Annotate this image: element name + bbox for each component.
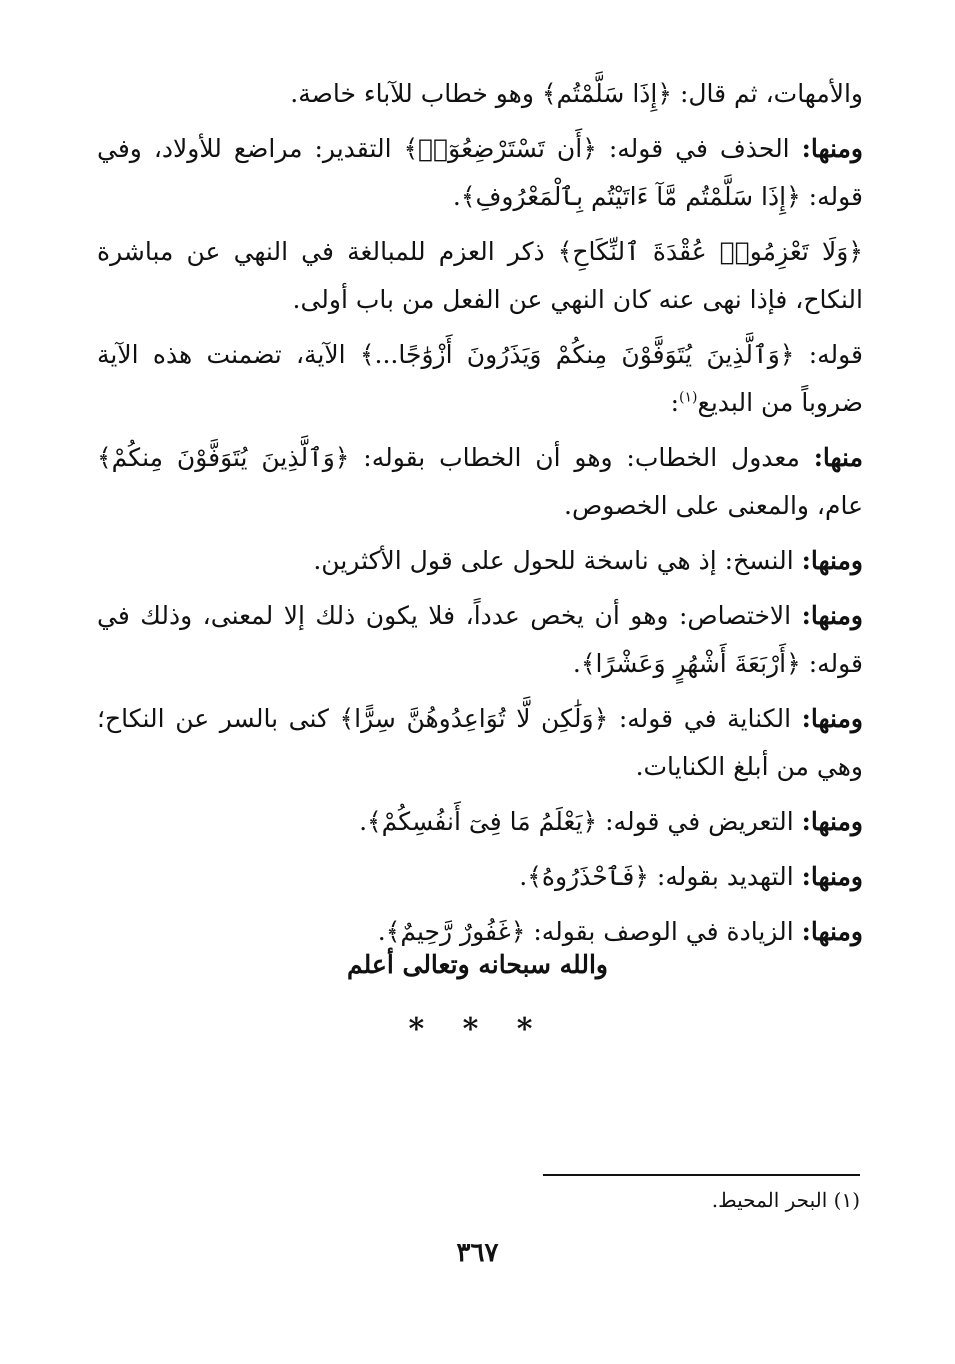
paragraph: ومنها: التهديد بقوله: ﴿فَٱحْذَرُوهُ﴾. <box>519 862 863 891</box>
paragraph: قوله: ﴿وَٱلَّذِينَ يُتَوَفَّوْنَ مِنكُمْ وَيَذَرُونَ أَزْوَٰجًا...﴾ الآية، تضمنت هذه الآية ضروباً من البديع$^{(١)}$: <box>97 340 863 417</box>
paragraph: ومنها: الحذف في قوله: ﴿أَن تَسْتَرْضِعُوٓا۟﴾ التقدير: مراضع للأولاد، وفي قوله: ﴿إِذَا سَلَّمْتُم مَّآ ءَاتَيْتُم بِٱلْمَعْرُوفِ﴾. <box>97 134 863 211</box>
paragraph-label: ومنها: <box>801 134 863 163</box>
paragraph-label: ومنها: <box>801 601 863 630</box>
paragraph: ومنها: الاختصاص: وهو أن يخص عدداً، فلا يكون ذلك إلا لمعنى، وذلك في قوله: ﴿أَرْبَعَةَ أَشْهُرٍ وَعَشْرًا﴾. <box>97 601 863 678</box>
footnote-marker[interactable]: (١) <box>679 389 698 406</box>
closing-line: والله سبحانه وتعالى أعلم <box>347 950 608 979</box>
footnote-divider <box>543 1174 860 1176</box>
paragraph-label: ومنها: <box>801 807 863 836</box>
page-number: ٣٦٧ <box>456 1238 499 1268</box>
paragraph: ومنها: التعريض في قوله: ﴿يَعْلَمُ مَا فِىٓ أَنفُسِكُمْ﴾. <box>359 807 863 836</box>
paragraph-label: منها: <box>813 443 863 472</box>
paragraph-label: ومنها: <box>801 704 863 733</box>
paragraph: ومنها: الزيادة في الوصف بقوله: ﴿غَفُورٌ رَّحِيمٌ﴾. <box>377 917 863 946</box>
footnote: (١) البحر المحيط. <box>711 1188 860 1212</box>
paragraph-label: ومنها: <box>801 862 863 891</box>
paragraph-label: ومنها: <box>801 546 863 575</box>
paragraph: ﴿وَلَا تَعْزِمُوا۟ عُقْدَةَ ٱلنِّكَاحِ﴾ ذكر العزم للمبالغة في النهي عن مباشرة النكاح، فإذا نهى عنه كان النهي عن الفعل من باب أولى. <box>97 237 863 314</box>
paragraph: والأمهات، ثم قال: ﴿إِذَا سَلَّمْتُم﴾ وهو خطاب للآباء خاصة. <box>290 79 863 108</box>
section-separator: * * * <box>408 1012 547 1047</box>
body-text <box>97 70 863 963</box>
paragraph-label: ومنها: <box>801 917 863 946</box>
paragraph: ومنها: الكناية في قوله: ﴿وَلَٰكِن لَّا تُوَاعِدُوهُنَّ سِرًّا﴾ كنى بالسر عن النكاح؛ وهي من أبلغ الكنايات. <box>97 704 863 781</box>
paragraph: منها: معدول الخطاب: وهو أن الخطاب بقوله: ﴿وَٱلَّذِينَ يُتَوَفَّوْنَ مِنكُمْ﴾ عام، والمعنى على الخصوص. <box>97 443 863 520</box>
paragraph: ومنها: النسخ: إذ هي ناسخة للحول على قول الأكثرين. <box>313 546 863 575</box>
